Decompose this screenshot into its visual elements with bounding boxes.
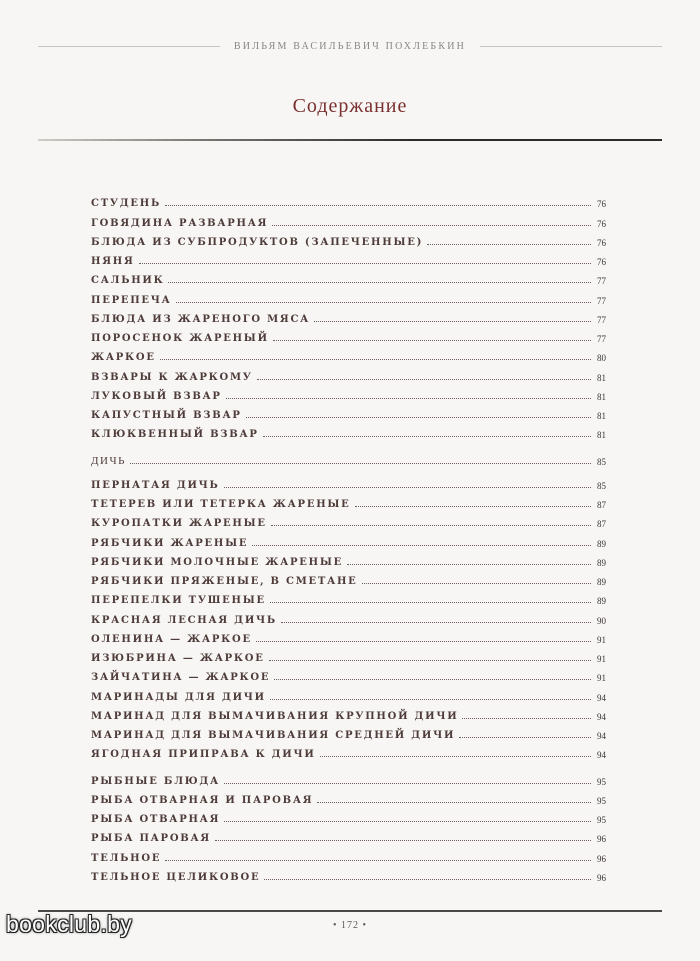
- toc-entry-page: 80: [597, 353, 606, 364]
- toc-entry-title: ДИЧЬ: [91, 454, 126, 467]
- toc-entry: [91, 209, 606, 228]
- toc-entry-page: 81: [597, 372, 606, 383]
- toc-section: [91, 447, 606, 760]
- toc-entry: [91, 767, 606, 786]
- page-number: • 172 •: [332, 920, 367, 931]
- toc-entry-page: 89: [597, 557, 606, 568]
- toc-entry-page: 77: [597, 334, 606, 344]
- dot-leader: [355, 505, 591, 507]
- toc-section: [91, 767, 606, 883]
- dot-leader: [263, 435, 591, 437]
- toc-entry: [91, 344, 606, 363]
- toc-entry-title: ВЗВАРЫ К ЖАРКОМУ: [91, 371, 253, 383]
- dot-leader: [270, 698, 591, 700]
- toc-entry-page: 76: [597, 237, 606, 248]
- toc-entry-title: ПОРОСЕНОК ЖАРЕНЫЙ: [91, 333, 269, 344]
- title-divider: [38, 139, 662, 141]
- toc-entry-title: РЫБА ОТВАРНАЯ: [91, 814, 221, 825]
- toc-entry: [91, 626, 606, 645]
- toc-entry-page: 89: [597, 596, 606, 607]
- toc-entry-title: ОЛЕНИНА — ЖАРКОЕ: [91, 633, 252, 645]
- toc-entry-title: САЛЬНИК: [91, 275, 165, 287]
- toc-entry-page: 81: [597, 430, 606, 441]
- toc-entry: [91, 529, 606, 548]
- toc-entry-page: 94: [597, 750, 606, 761]
- toc-entry-title: МАРИНАДЫ ДЛЯ ДИЧИ: [91, 691, 266, 703]
- toc-entry: [91, 741, 606, 760]
- toc-entry-page: 94: [597, 731, 606, 741]
- toc-entry-title: КУРОПАТКИ ЖАРЕНЫЕ: [91, 518, 267, 530]
- toc-entry-title: КРАСНАЯ ЛЕСНАЯ ДИЧЬ: [91, 614, 277, 626]
- toc-entry: [91, 383, 606, 402]
- dot-leader: [314, 320, 591, 322]
- watermark-logo: bookclub.by: [6, 911, 133, 937]
- dot-leader: [215, 839, 591, 841]
- toc-entry: [91, 806, 606, 825]
- dot-leader: [347, 563, 591, 565]
- toc-entry-title: ЗАЙЧАТИНА — ЖАРКОЕ: [91, 672, 271, 684]
- dot-leader: [271, 524, 591, 526]
- toc-entry-page: 91: [597, 654, 606, 664]
- toc-entry: [91, 510, 606, 529]
- dot-leader: [165, 859, 591, 861]
- toc-entry-page: 76: [597, 257, 606, 267]
- dot-leader: [270, 601, 591, 603]
- toc-entry: [91, 306, 606, 325]
- toc-entry-page: 95: [597, 795, 606, 806]
- toc-entry-page: 77: [597, 276, 606, 287]
- dot-leader: [160, 358, 591, 360]
- toc-entry-title: ТЕТЕРЕВ ИЛИ ТЕТЕРКА ЖАРЕНЫЕ: [91, 499, 351, 510]
- toc-entry: [91, 722, 606, 741]
- toc-entry: [91, 267, 606, 286]
- table-of-contents: [91, 190, 606, 883]
- toc-entry-title: РЫБА ПАРОВАЯ: [91, 833, 211, 845]
- toc-entry-page: 77: [597, 295, 606, 306]
- dot-leader: [130, 462, 591, 464]
- toc-entry-page: 76: [597, 199, 606, 210]
- toc-entry-page: 94: [597, 692, 606, 703]
- toc-entry: [91, 421, 606, 440]
- toc-entry-page: 87: [597, 500, 606, 510]
- dot-leader: [273, 339, 591, 341]
- toc-entry-page: 87: [597, 519, 606, 530]
- toc-entry-page: 95: [597, 815, 606, 825]
- toc-entry-title: ЯГОДНАЯ ПРИПРАВА К ДИЧИ: [91, 749, 316, 761]
- toc-entry-title: ПЕРНАТАЯ ДИЧЬ: [91, 479, 220, 491]
- toc-entry: [91, 664, 606, 683]
- toc-entry: [91, 568, 606, 587]
- toc-entry: [91, 864, 606, 883]
- toc-section: [91, 190, 606, 440]
- dot-leader: [165, 204, 591, 206]
- page-title: Содержание: [292, 95, 408, 117]
- toc-entry: [91, 549, 606, 568]
- toc-entry-title: ПЕРЕПЕЧА: [91, 294, 172, 306]
- toc-entry-title: БЛЮДА ИЗ ЖАРЕНОГО МЯСА: [91, 313, 311, 325]
- dot-leader: [362, 582, 591, 584]
- toc-entry-page: 89: [597, 577, 606, 587]
- dot-leader: [168, 281, 591, 283]
- running-head: [38, 36, 662, 56]
- toc-entry: [91, 703, 606, 722]
- running-head-author: ВИЛЬЯМ ВАСИЛЬЕВИЧ ПОХЛЕБКИН: [233, 40, 467, 52]
- toc-entry: [91, 363, 606, 382]
- toc-entry: [91, 844, 606, 863]
- toc-entry-title: РЯБЧИКИ ЖАРЕНЫЕ: [91, 537, 249, 549]
- toc-entry-title: ЖАРКОЕ: [91, 352, 156, 364]
- toc-entry: [91, 683, 606, 702]
- toc-entry-page: 96: [597, 853, 606, 864]
- toc-entry-page: 96: [597, 872, 606, 883]
- toc-entry: [91, 472, 606, 491]
- running-head-rule-left: [38, 46, 220, 47]
- dot-leader: [459, 736, 591, 738]
- toc-entry-title: БЛЮДА ИЗ СУБПРОДУКТОВ (ЗАПЕЧЕННЫЕ): [91, 236, 424, 248]
- toc-entry-title: НЯНЯ: [91, 256, 135, 267]
- toc-entry-page: 89: [597, 538, 606, 549]
- toc-entry-page: 91: [597, 673, 606, 684]
- toc-entry-title: ТЕЛЬНОЕ ЦЕЛИКОВОЕ: [91, 871, 261, 883]
- dot-leader: [224, 486, 591, 488]
- toc-entry: [91, 325, 606, 344]
- toc-entry-title: РЯБЧИКИ МОЛОЧНЫЕ ЖАРЕНЫЕ: [91, 556, 344, 568]
- toc-entry-title: РЫБНЫЕ БЛЮДА: [91, 775, 220, 787]
- dot-leader: [139, 262, 591, 264]
- toc-entry-page: 77: [597, 314, 606, 325]
- toc-entry-page: 81: [597, 391, 606, 402]
- toc-entry: [91, 645, 606, 664]
- dot-leader: [274, 678, 591, 680]
- toc-entry-page: 81: [597, 411, 606, 421]
- dot-leader: [317, 801, 591, 803]
- toc-entry-title: КАПУСТНЫЙ ВЗВАР: [91, 410, 242, 421]
- toc-entry-title: ПЕРЕПЕЛКИ ТУШЕНЫЕ: [91, 595, 266, 607]
- toc-entry: [91, 787, 606, 806]
- toc-entry: [91, 402, 606, 421]
- dot-leader: [264, 878, 591, 880]
- toc-entry: [91, 248, 606, 267]
- dot-leader: [320, 755, 591, 757]
- toc-entry: [91, 825, 606, 844]
- dot-leader: [224, 782, 591, 784]
- toc-entry-page: 91: [597, 634, 606, 645]
- toc-entry-page: 76: [597, 218, 606, 229]
- toc-entry-title: РЯБЧИКИ ПРЯЖЕНЫЕ, В СМЕТАНЕ: [91, 576, 358, 587]
- toc-entry-title: ТЕЛЬНОЕ: [91, 852, 162, 864]
- dot-leader: [257, 378, 591, 380]
- running-head-rule-right: [480, 46, 662, 47]
- toc-entry: [91, 229, 606, 248]
- toc-entry: [91, 491, 606, 510]
- dot-leader: [224, 820, 591, 822]
- dot-leader: [226, 397, 591, 399]
- toc-entry-title: МАРИНАД ДЛЯ ВЫМАЧИВАНИЯ СРЕДНЕЙ ДИЧИ: [91, 730, 456, 741]
- toc-entry-title: РЫБА ОТВАРНАЯ И ПАРОВАЯ: [91, 794, 314, 806]
- toc-entry: [91, 286, 606, 305]
- toc-entry-page: 90: [597, 615, 606, 626]
- dot-leader: [176, 301, 591, 303]
- toc-entry-page: 96: [597, 834, 606, 845]
- toc-entry-page: 85: [597, 480, 606, 491]
- dot-leader: [246, 416, 591, 418]
- toc-entry-title: ИЗЮБРИНА — ЖАРКОЕ: [91, 653, 265, 664]
- dot-leader: [427, 243, 591, 245]
- dot-leader: [272, 224, 591, 226]
- toc-entry-page: 94: [597, 711, 606, 722]
- dot-leader: [281, 621, 591, 623]
- toc-section-heading: [91, 447, 606, 466]
- dot-leader: [252, 544, 591, 546]
- dot-leader: [462, 717, 591, 719]
- toc-entry-title: СТУДЕНЬ: [91, 198, 161, 210]
- toc-entry-title: ГОВЯДИНА РАЗВАРНАЯ: [91, 217, 269, 229]
- toc-entry-title: МАРИНАД ДЛЯ ВЫМАЧИВАНИЯ КРУПНОЙ ДИЧИ: [91, 710, 459, 722]
- toc-entry-page: 85: [597, 456, 606, 467]
- dot-leader: [256, 640, 591, 642]
- toc-entry-title: КЛЮКВЕННЫЙ ВЗВАР: [91, 429, 259, 441]
- toc-entry-page: 95: [597, 776, 606, 787]
- toc-entry-title: ЛУКОВЫЙ ВЗВАР: [91, 390, 222, 402]
- toc-entry: [91, 190, 606, 209]
- toc-entry: [91, 606, 606, 625]
- dot-leader: [269, 659, 591, 661]
- toc-entry: [91, 587, 606, 606]
